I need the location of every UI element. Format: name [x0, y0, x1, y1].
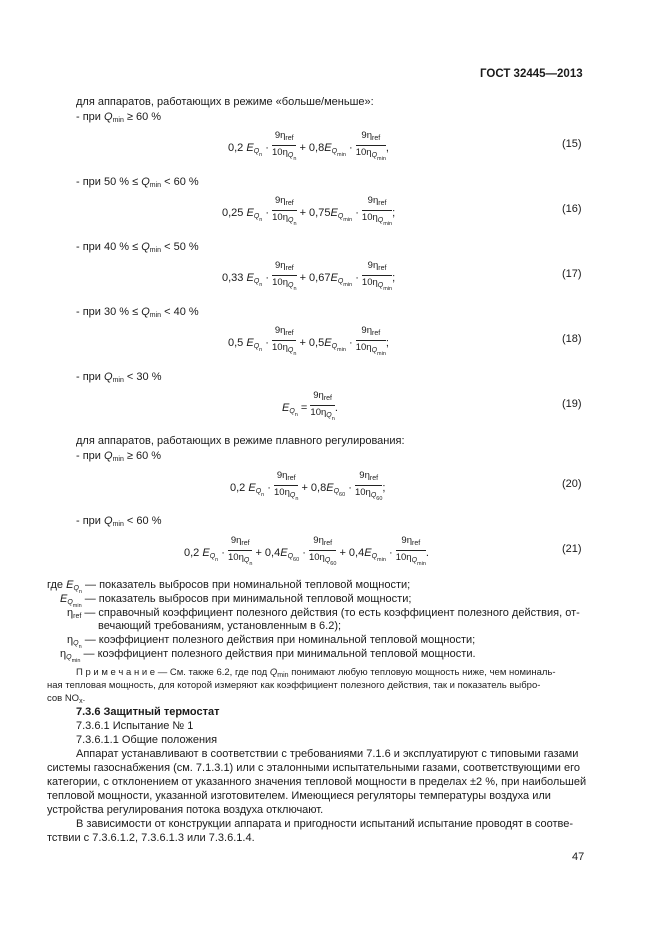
formula-16: 0,25 $E_{Q_n}$ · $\frac{9\eta_{ref}}{10\eta_{Q_n}}$ + $0,75E_{Q_{min}}$ · $\frac{9\eta_{ref}}{10\eta_{Q_{min}}}$ ; [222, 195, 396, 227]
paragraph-line-6: В зависимости от конструкции аппарата и пригодности испытаний испытание проводят в соотве- [76, 818, 574, 830]
condition-15: - при $Q_{min} \ge 60$ % [76, 111, 162, 124]
equation-number-20: (20) [562, 478, 582, 490]
paragraph-line-3: категории, с отклонением от указанного значения тепловой мощности в пределах ±2 %, при наибольшей [47, 776, 587, 788]
equation-number-15: (15) [562, 138, 582, 150]
definition-eta-ref-cont: вечающий требованиям, установленным в 6.2); [98, 620, 342, 632]
paragraph-line-7: тствии с 7.3.6.1.2, 7.3.6.1.3 или 7.3.6.1.4. [47, 832, 255, 844]
note-line-1: П р и м е ч а н и е — См. также 6.2, где под $Q_{min}$ понимают любую тепловую мощность ниже, чем номиналь- [76, 667, 556, 679]
formula-15: 0,2 $E_{Q_n}$ · $\frac{9\eta_{ref}}{10\eta_{Q_n}}$ + $0,8E_{Q_{min}}$ · $\frac{9\eta_{ref}}{10\eta_{Q_{min}}}$ , [228, 130, 389, 162]
page-number: 47 [572, 851, 585, 863]
condition-18: - при 30 % ≤ $Q_{min} < 40$ % [76, 306, 199, 319]
paragraph-line-4: тепловой мощности, указанной изготовителем. Имеющиеся регуляторы температуры воздуха или [47, 790, 551, 802]
section-heading-7-3-6-1: 7.3.6.1 Испытание № 1 [76, 720, 194, 732]
paragraph-line-1: Аппарат устанавливают в соответствии с требованиями 7.1.6 и эксплуатируют с типовыми газами [76, 748, 579, 760]
section-heading-7-3-6: 7.3.6 Защитный термостат [76, 706, 220, 718]
definition-e-qn: где $E_{Q_n}$ — показатель выбросов при номинальной тепловой мощности; [47, 579, 411, 595]
note-line-3: сов $NO_x$. [47, 693, 86, 705]
equation-number-21: (21) [562, 543, 582, 555]
intro-modulating: для аппаратов, работающих в режиме плавного регулирования: [76, 435, 405, 447]
equation-number-18: (18) [562, 333, 582, 345]
definition-eta-qmin: $\eta_{Q_{min}}$ — коэффициент полезного действия при минимальной тепловой мощности. [60, 648, 476, 664]
equation-number-17: (17) [562, 268, 582, 280]
definition-eta-ref: $\eta_{ref}$ — справочный коэффициент полезного действия (то есть коэффициент полезного действия, от- [67, 607, 580, 620]
condition-16: - при 50 % ≤ $Q_{min} < 60$ % [76, 176, 199, 189]
equation-number-16: (16) [562, 203, 582, 215]
formula-19: $E_{Q_n}$ = $\frac{9\eta_{ref}}{10\eta_{Q_n}}$ . [282, 390, 338, 422]
equation-number-19: (19) [562, 398, 582, 410]
condition-19: - при $Q_{min} < 30$ % [76, 371, 162, 384]
formula-17: 0,33 $E_{Q_n}$ · $\frac{9\eta_{ref}}{10\eta_{Q_n}}$ + $0,67E_{Q_{min}}$ · $\frac{9\eta_{ref}}{10\eta_{Q_{min}}}$ ; [222, 260, 396, 292]
standard-code: ГОСТ 32445—2013 [480, 68, 583, 80]
formula-21: 0,2 $E_{Q_n}$ · $\frac{9\eta_{ref}}{10\eta_{Q_n}}$ + $0,4E_{Q_{60}}$ · $\frac{9\eta_{ref}}{10\eta_{Q_{60}}}$ + $0,4E_{Q_{min}}$ · $\frac{9\eta_{ref}}{10\eta_{Q_{min}}}$ . [184, 535, 429, 567]
definition-e-qmin: $E_{Q_{min}}$ — показатель выбросов при минимальной тепловой мощности; [60, 593, 412, 609]
formula-20: 0,2 $E_{Q_n}$ · $\frac{9\eta_{ref}}{10\eta_{Q_n}}$ + $0,8E_{Q_{60}}$ · $\frac{9\eta_{ref}}{10\eta_{Q_{60}}}$ ; [230, 470, 386, 502]
intro-stepped: для аппаратов, работающих в режиме «больше/меньше»: [76, 96, 374, 108]
condition-20: - при $Q_{min} \ge 60$ % [76, 450, 162, 463]
section-heading-7-3-6-1-1: 7.3.6.1.1 Общие положения [76, 734, 218, 746]
note-line-2: ная тепловая мощность, для которой измеряют как коэффициент полезного действия, так и показатель выбро- [47, 680, 541, 691]
definition-eta-qn: $\eta_{Q_n}$ — коэффициент полезного действия при номинальной тепловой мощности; [67, 634, 476, 650]
formula-18: 0,5 $E_{Q_n}$ · $\frac{9\eta_{ref}}{10\eta_{Q_n}}$ + $0,5E_{Q_{min}}$ · $\frac{9\eta_{ref}}{10\eta_{Q_{min}}}$ ; [228, 325, 389, 357]
paragraph-line-2: системы газоснабжения (см. 7.1.3.1) или с эталонными испытательными газами, соответствующими его [47, 762, 580, 774]
paragraph-line-5: устройства регулирования потока воздуха отключают. [47, 804, 324, 816]
condition-21: - при $Q_{min} < 60$ % [76, 515, 162, 528]
condition-17: - при 40 % ≤ $Q_{min} < 50$ % [76, 241, 199, 254]
